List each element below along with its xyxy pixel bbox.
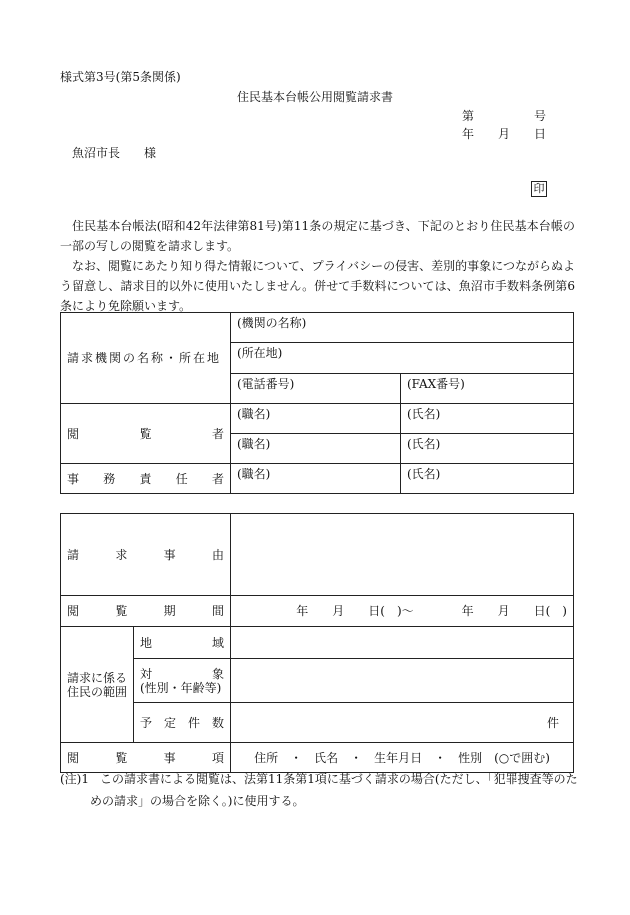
note-line-1: この請求書による閲覧は、法第11条第1項に基づく請求の場合(ただし、「犯罪捜査等のた [100,772,578,786]
viewer-label-cell [61,404,231,464]
date-day: 日 [534,127,547,141]
items-value: 住所 ・ 氏名 ・ 生年月日 ・ 性別 (○で囲む) [254,750,550,765]
scope-label-line-1: 請求に係る [66,670,127,685]
form-title: 住民基本台帳公用閲覧請求書 [236,90,393,104]
addressee: 魚沼市長 様 [72,146,157,160]
officer-name-field[interactable]: (氏名) [401,464,574,494]
officer-label-cell [61,464,231,494]
request-details-table [60,513,574,773]
items-label: 閲 覧 事 項 [67,750,224,765]
period-field[interactable] [231,596,574,627]
fax-field[interactable] [401,374,574,404]
area-label-cell [134,627,231,659]
seal-mark: 印 [531,181,547,197]
number-go: 号 [534,109,547,123]
org-name-label: (機関の名称) [237,316,307,330]
count-unit: 件 [546,715,559,730]
body-paragraph-1: 住民基本台帳法(昭和42年法律第81号)第11条の規定に基づき、下記のとおり住民基本台帳の一部の写しの閲覧を請求します。 [60,219,575,253]
viewer-title-field-1[interactable]: (職名) [231,404,401,434]
org-label-cell [61,313,231,404]
org-label: 請求機関の名称・所在地 [67,351,222,365]
reason-label: 請 求 事 由 [67,547,224,562]
viewer-label: 閲 覧 者 [67,426,224,441]
requester-table [60,312,574,494]
location-label: (所在地) [237,346,283,360]
scope-label-line-2: 住民の範囲 [66,684,127,699]
note-prefix: (注)1 [60,772,89,786]
form-number: 様式第3号(第5条関係) [60,70,181,84]
period-value: 年 月 日( )〜 年 月 日( ) [296,604,567,618]
viewer-name-field-1[interactable]: (氏名) [401,404,574,434]
target-field[interactable] [231,659,574,703]
viewer-name-field-2[interactable]: (氏名) [401,434,574,464]
reason-field[interactable] [231,514,574,596]
body-paragraph-2: なお、閲覧にあたり知り得た情報について、プライバシーの侵害、差別的事象につながらぬよう留意し、請求目的以外に使用いたしません。併せて手数料については、魚沼市手数料条例第6条により免除願います。 [60,259,575,313]
fax-label: (FAX番号) [407,377,465,391]
area-field[interactable] [231,627,574,659]
target-label-cell [134,659,231,703]
target-sub-label: (性別・年齢等) [140,680,222,695]
date-year: 年 [462,127,475,141]
org-name-field[interactable] [231,313,574,343]
count-field[interactable] [231,703,574,743]
phone-label: (電話番号) [237,377,295,391]
items-label-cell [61,743,231,773]
period-label-cell [61,596,231,627]
reason-label-cell [61,514,231,596]
period-label: 閲 覧 期 間 [67,604,224,618]
phone-field[interactable] [231,374,401,404]
items-field[interactable] [231,743,574,773]
count-label-cell [134,703,231,743]
target-label: 対 象 [140,666,224,681]
officer-title-field[interactable]: (職名) [231,464,401,494]
date-month: 月 [498,127,511,141]
officer-label: 事 務 責 任 者 [67,471,224,486]
count-label: 予 定 件 数 [140,715,224,730]
number-dai: 第 [462,109,475,123]
area-label: 地 域 [140,635,224,650]
viewer-title-field-2[interactable]: (職名) [231,434,401,464]
location-field[interactable] [231,343,574,374]
scope-label-cell [61,627,134,743]
note-line-2: めの請求」の場合を除く。)に使用する。 [90,794,305,808]
